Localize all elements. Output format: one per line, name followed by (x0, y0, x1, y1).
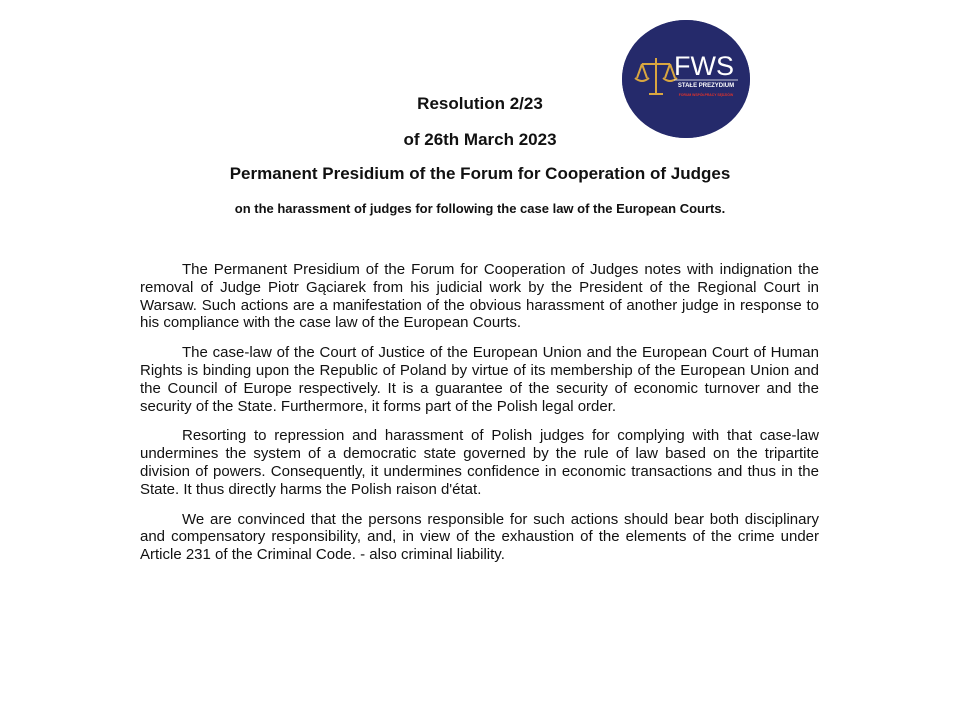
resolution-subject: on the harassment of judges for following the case law of the European Courts. (234, 201, 726, 216)
resolution-issuer: Permanent Presidium of the Forum for Cooperation of Judges (229, 164, 731, 183)
fws-logo (622, 20, 750, 138)
resolution-date: of 26th March 2023 (403, 130, 557, 149)
resolution-body (140, 261, 819, 576)
paragraph-4: We are convinced that the persons responsible for such actions should bear both disciplinary and compensatory responsibility, and, in view of the exhaustion of the elements of the crime under Article 231 of the Criminal Code. - also criminal liability. (140, 510, 819, 564)
paragraph-1: The Permanent Presidium of the Forum for Cooperation of Judges notes with indignation the removal of Judge Piotr Gąciarek from his judicial work by the President of the Regional Court in Warsaw. Such actions are a manifestation of the obvious harassment of another judge in response to his compliance with the case law of the European Courts. (140, 261, 819, 332)
logo-acronym: FWS (674, 51, 734, 81)
fws-logo-graphic (622, 20, 750, 138)
paragraph-3: Resorting to repression and harassment of Polish judges for complying with that case-law undermines the system of a democratic state governed by the rule of law based on the tripartite division of powers. Consequently, it undermines confidence in economic transactions and thus in the State. It thus directly harms the Polish raison d'état. (140, 427, 819, 498)
logo-subtitle: STAŁE PREZYDIUM (677, 83, 735, 89)
resolution-title: Resolution 2/23 (417, 94, 543, 113)
paragraph-2: The case-law of the Court of Justice of the European Union and the European Court of Human Rights is binding upon the Republic of Poland by virtue of its membership of the European Union and the Council of Europe respectively. It is a guarantee of the security of economic turnover and the security of the State. Furthermore, it forms part of the Polish legal order. (140, 344, 819, 415)
logo-subtitle-2: FORUM WSPÓŁPRACY SĘDZIÓW (678, 93, 734, 97)
